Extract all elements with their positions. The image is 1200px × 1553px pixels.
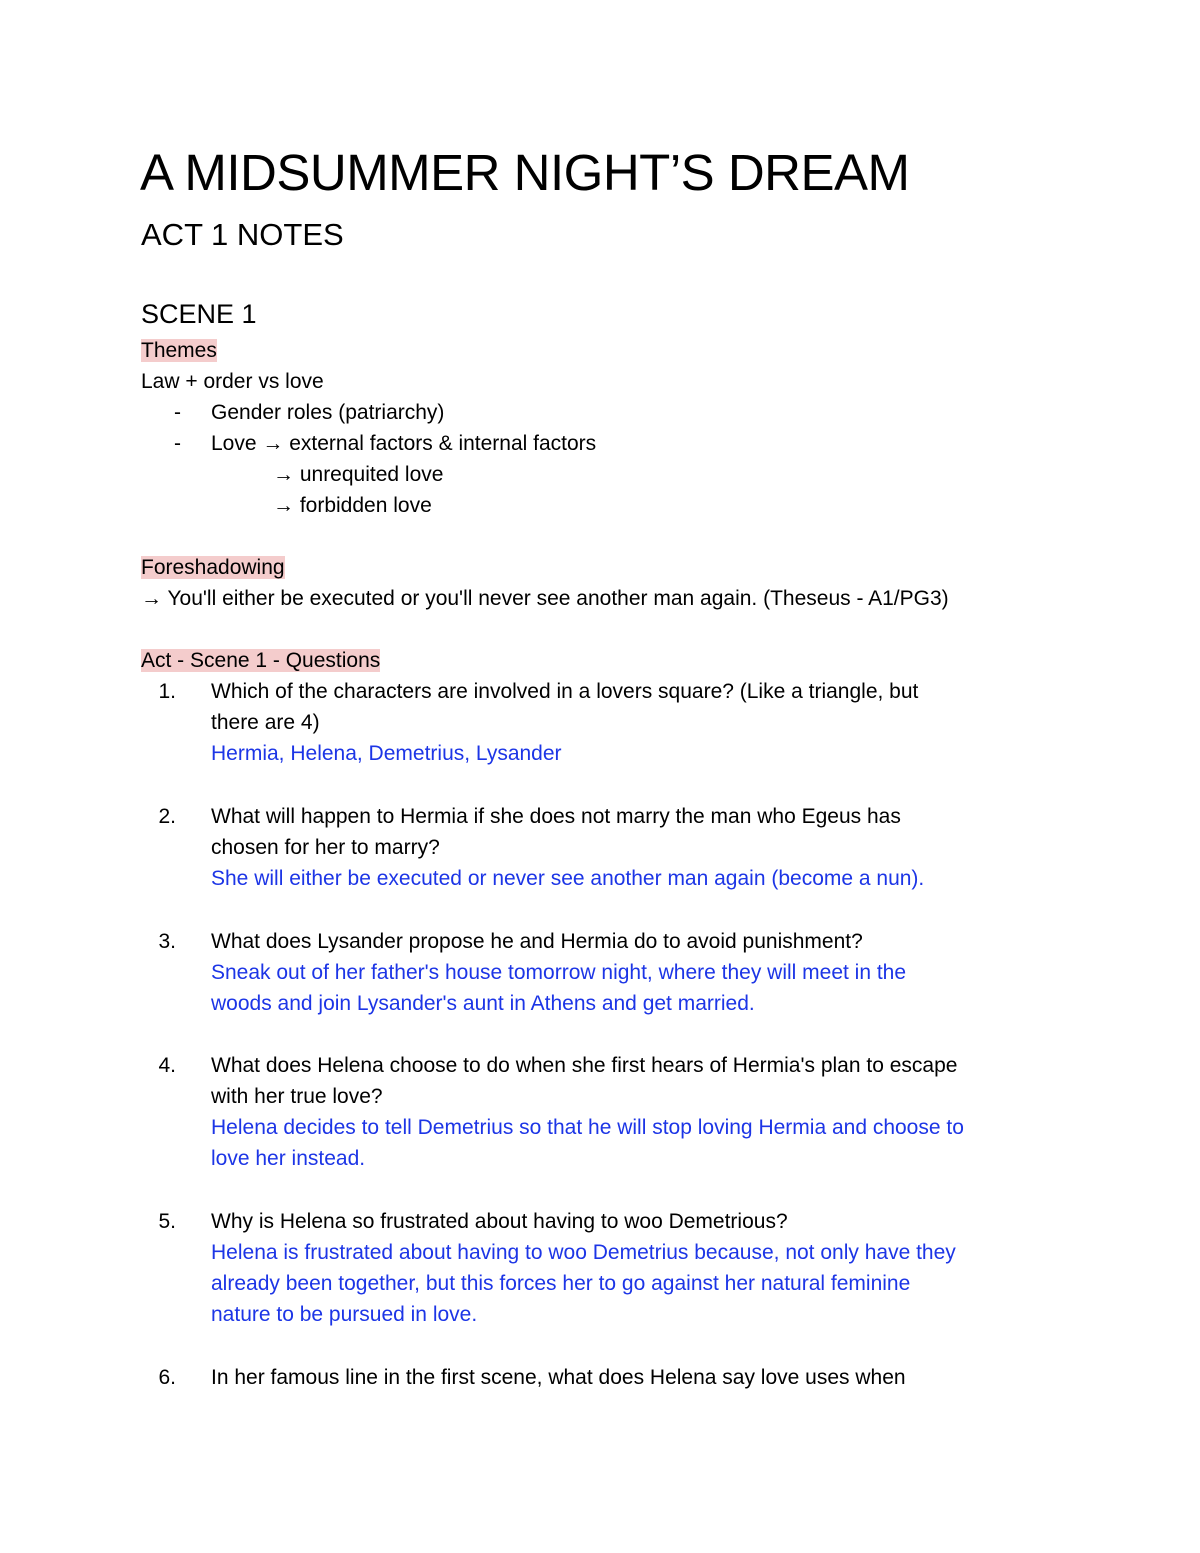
answer-text: Helena decides to tell Demetrius so that he will stop loving Hermia and choose to [211,1116,964,1139]
bullet-dash: - [174,432,181,455]
themes-label-line [141,335,217,366]
themes-bullet: Love → external factors & internal factors [211,432,597,455]
foreshadowing-text: → You'll either be executed or you'll never see another man again. (Theseus - A1/PG3) [141,587,949,610]
themes-intro: Law + order vs love [141,370,324,393]
question-text: with her true love? [211,1085,383,1108]
answer-text: Hermia, Helena, Demetrius, Lysander [211,742,562,765]
answer-text: already been together, but this forces her to go against her natural feminine [211,1272,911,1295]
bullet-dash: - [174,401,181,424]
question-text: there are 4) [211,711,320,734]
themes-label: Themes [141,339,217,362]
question-text: Why is Helena so frustrated about having to woo Demetrious? [211,1210,788,1233]
question-number: 6. [158,1366,176,1389]
answer-text: Helena is frustrated about having to woo Demetrius because, not only have they [211,1241,956,1264]
question-text: In her famous line in the first scene, what does Helena say love uses when [211,1366,906,1389]
questions-label-line [141,645,380,676]
themes-sub-arrow: → forbidden love [273,494,432,517]
question-text: What does Helena choose to do when she first hears of Hermia's plan to escape [211,1054,958,1077]
question-number: 2. [158,805,176,828]
answer-text: nature to be pursued in love. [211,1303,478,1326]
themes-bullet: Gender roles (patriarchy) [211,401,445,424]
foreshadowing-label: Foreshadowing [141,556,285,579]
themes-sub-arrow: → unrequited love [273,463,444,486]
question-number: 5. [158,1210,176,1233]
question-text: What does Lysander propose he and Hermia do to avoid punishment? [211,930,863,953]
question-number: 4. [158,1054,176,1077]
document-title: A MIDSUMMER NIGHT’S DREAM [140,144,910,201]
answer-text: love her instead. [211,1147,366,1170]
question-number: 3. [158,930,176,953]
questions-label: Act - Scene 1 - Questions [141,649,381,672]
answer-text: woods and join Lysander's aunt in Athens and get married. [211,992,755,1015]
question-text: What will happen to Hermia if she does not marry the man who Egeus has [211,805,901,828]
scene-heading: SCENE 1 [141,299,257,329]
answer-text: Sneak out of her father's house tomorrow night, where they will meet in the [211,961,907,984]
question-number: 1. [158,680,176,703]
document-subtitle: ACT 1 NOTES [141,217,344,252]
question-text: chosen for her to marry? [211,836,440,859]
answer-text: She will either be executed or never see another man again (become a nun). [211,867,925,890]
foreshadowing-label-line [141,552,285,583]
question-text: Which of the characters are involved in a lovers square? (Like a triangle, but [211,680,919,703]
